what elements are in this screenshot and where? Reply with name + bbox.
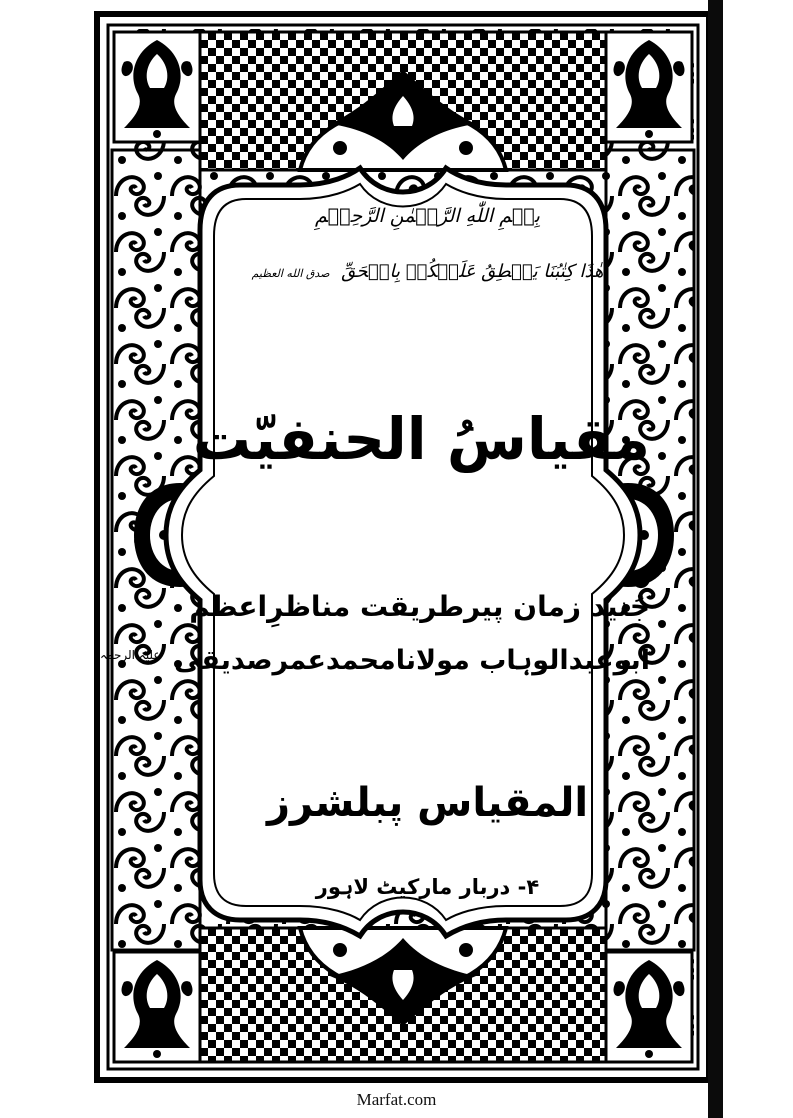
scan-edge-shadow bbox=[708, 0, 723, 1118]
quran-verse-reference: صدق الله العظيم bbox=[251, 267, 330, 280]
site-watermark: Marfat.com bbox=[356, 1090, 437, 1109]
book-title: مقياسُ الحنفيّت bbox=[192, 405, 650, 473]
author-epithet-line: جُنید زمان پیرطریقت مناظرِاعظم bbox=[189, 590, 650, 623]
quran-verse-text: هٰذَا كِتٰبُنَا يَنۡطِقُ عَلَيۡكُمۡ بِالۡحَقِّ bbox=[341, 261, 604, 282]
author-name-line bbox=[99, 645, 650, 676]
cover-text-panel bbox=[99, 185, 650, 920]
basmala-text: بِسۡمِ اللّٰهِ الرَّحۡمٰنِ الرَّحِيۡمِ bbox=[315, 205, 540, 227]
publisher-address: ۴- دربار مارکیٹ لاہور bbox=[315, 875, 540, 899]
publisher-name: المقیاس پبلشرز bbox=[266, 780, 589, 826]
quran-verse bbox=[205, 261, 650, 282]
author-name: ابوعبدالوہاب مولانامحمدعمرصدیقی bbox=[173, 645, 650, 676]
author-honorific: علیہ الرحمہ bbox=[99, 648, 161, 662]
